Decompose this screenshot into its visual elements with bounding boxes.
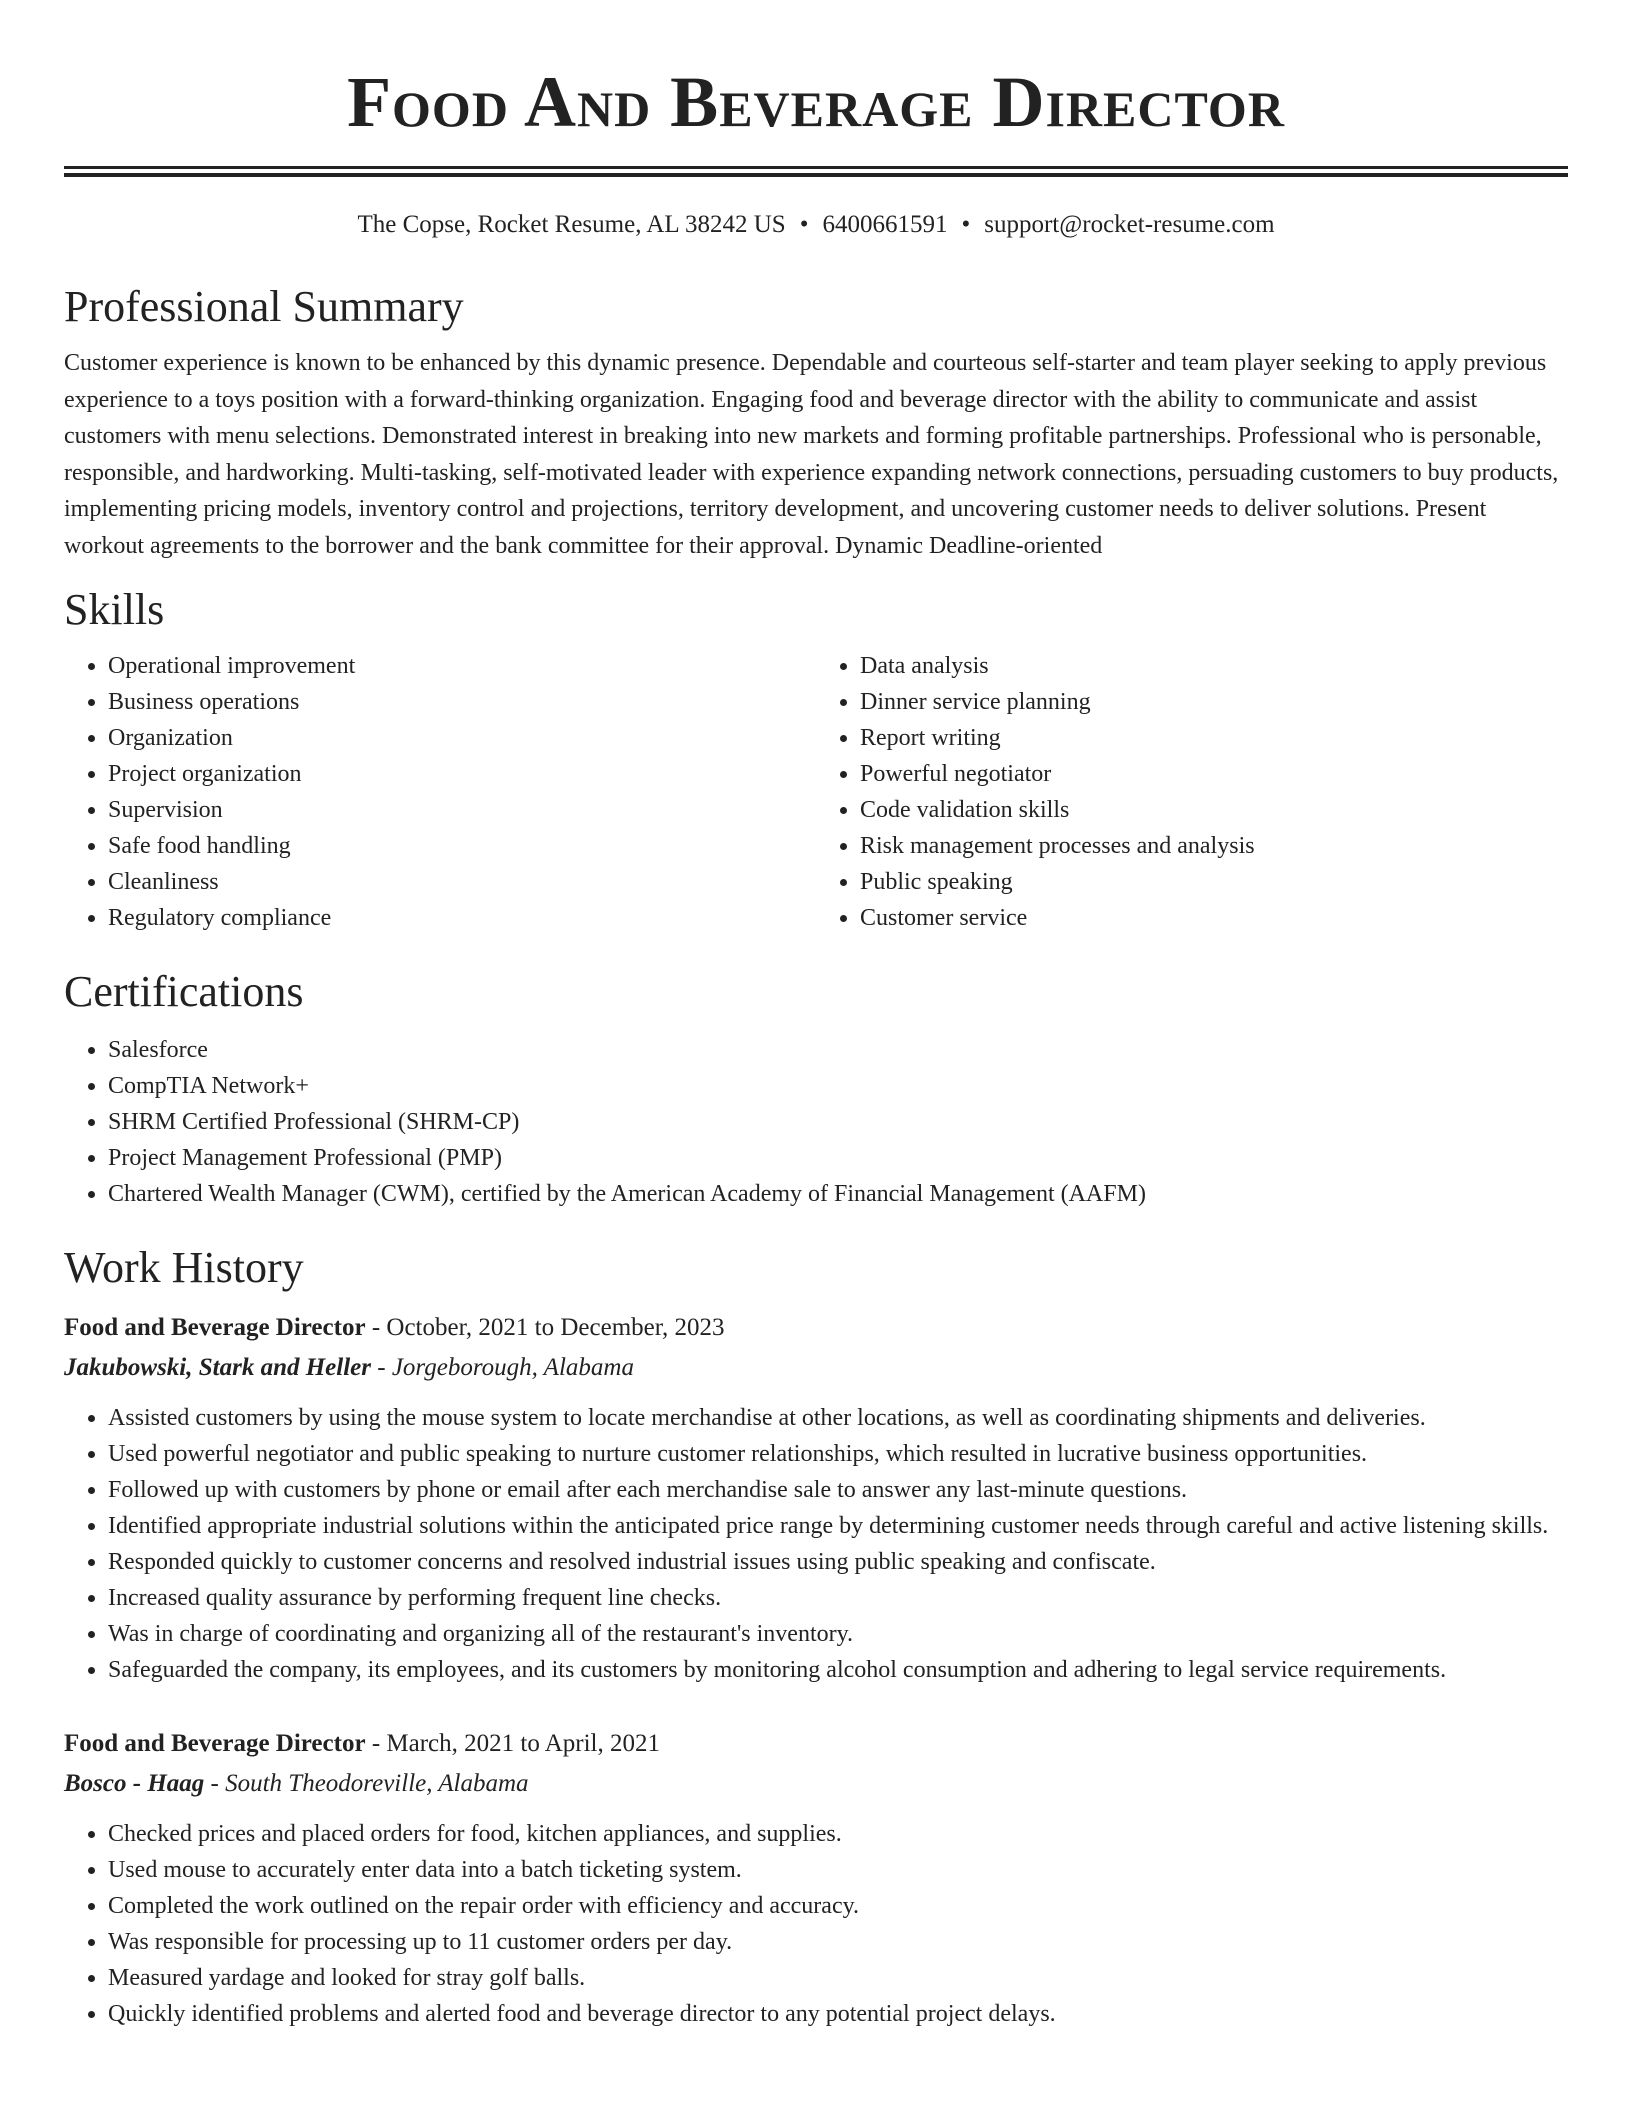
job-company-line (64, 1764, 1568, 1804)
certification-item: • Chartered Wealth Manager (CWM), certified by the American Academy of Financial Management (AAFM) (108, 1176, 1568, 1212)
skill-item: • Report writing (860, 720, 1568, 756)
job-bullet: • Increased quality assurance by performing frequent line checks. (108, 1580, 1568, 1616)
job-title-line (64, 1724, 1568, 1764)
job-company: Bosco - Haag (64, 1770, 205, 1797)
contact-separator: • (961, 211, 971, 238)
certifications-list (64, 1032, 1568, 1212)
skill-item: • Customer service (860, 900, 1568, 936)
skill-item: • Supervision (108, 792, 816, 828)
skills-list-left (64, 648, 816, 936)
header-double-rule (64, 166, 1568, 177)
certification-item: • SHRM Certified Professional (SHRM-CP) (108, 1104, 1568, 1140)
job-entry (64, 1308, 1568, 1688)
skill-item: • Regulatory compliance (108, 900, 816, 936)
skill-item: • Code validation skills (860, 792, 1568, 828)
job-bullet: • Was responsible for processing up to 11 customer orders per day. (108, 1924, 1568, 1960)
job-bullet: • Assisted customers by using the mouse system to locate merchandise at other locations, as well as coordinating shipments and deliveries. (108, 1400, 1568, 1436)
skill-item: • Powerful negotiator (860, 756, 1568, 792)
job-bullet: • Used powerful negotiator and public speaking to nurture customer relationships, which resulted in lucrative business opportunities. (108, 1436, 1568, 1472)
job-dates: - October, 2021 to December, 2023 (365, 1314, 725, 1341)
job-bullet: • Used mouse to accurately enter data into a batch ticketing system. (108, 1852, 1568, 1888)
skills-heading: Skills (64, 585, 165, 634)
skill-item: • Business operations (108, 684, 816, 720)
resume-name: Food And Beverage Director (347, 62, 1285, 142)
contact-email: support@rocket-resume.com (984, 211, 1275, 238)
skill-item: • Dinner service planning (860, 684, 1568, 720)
contact-line (64, 207, 1568, 243)
job-location: - Jorgeborough, Alabama (371, 1354, 634, 1381)
job-company: Jakubowski, Stark and Heller (64, 1354, 371, 1381)
job-bullet: • Responded quickly to customer concerns and resolved industrial issues using public speaking and confiscate. (108, 1544, 1568, 1580)
contact-phone: 6400661591 (822, 211, 948, 238)
job-bullets (64, 1400, 1568, 1688)
job-role: Food and Beverage Director (64, 1314, 366, 1341)
job-company-line (64, 1348, 1568, 1388)
skill-item: • Data analysis (860, 648, 1568, 684)
job-bullet: • Safeguarded the company, its employees, and its customers by monitoring alcohol consumption and adhering to legal service requirements. (108, 1652, 1568, 1688)
skills-list-right (816, 648, 1568, 936)
job-bullet: • Quickly identified problems and alerted food and beverage director to any potential project delays. (108, 1996, 1568, 2032)
contact-address: The Copse, Rocket Resume, AL 38242 US (357, 211, 786, 238)
work-history-heading: Work History (64, 1243, 304, 1292)
job-bullet: • Identified appropriate industrial solutions within the anticipated price range by determining customer needs through careful and active listening skills. (108, 1508, 1568, 1544)
skill-item: • Operational improvement (108, 648, 816, 684)
job-title-line (64, 1308, 1568, 1348)
job-dates: - March, 2021 to April, 2021 (365, 1730, 660, 1757)
summary-heading: Professional Summary (64, 282, 464, 331)
job-bullets (64, 1816, 1568, 2032)
job-location: - South Theodoreville, Alabama (204, 1770, 529, 1797)
resume-page (64, 0, 1568, 2032)
job-role: Food and Beverage Director (64, 1730, 366, 1757)
skill-item: • Risk management processes and analysis (860, 828, 1568, 864)
skills-columns (64, 648, 1568, 936)
job-bullet: • Measured yardage and looked for stray golf balls. (108, 1960, 1568, 1996)
certification-item: • Project Management Professional (PMP) (108, 1140, 1568, 1176)
job-bullet: • Completed the work outlined on the repair order with efficiency and accuracy. (108, 1888, 1568, 1924)
contact-separator: • (799, 211, 809, 238)
certification-item: • Salesforce (108, 1032, 1568, 1068)
job-bullet: • Checked prices and placed orders for food, kitchen appliances, and supplies. (108, 1816, 1568, 1852)
job-bullet: • Followed up with customers by phone or email after each merchandise sale to answer any last-minute questions. (108, 1472, 1568, 1508)
skill-item: • Safe food handling (108, 828, 816, 864)
skill-item: • Cleanliness (108, 864, 816, 900)
job-entry (64, 1724, 1568, 2032)
skill-item: • Project organization (108, 756, 816, 792)
certifications-heading: Certifications (64, 967, 304, 1016)
certification-item: • CompTIA Network+ (108, 1068, 1568, 1104)
skill-item: • Organization (108, 720, 816, 756)
skill-item: • Public speaking (860, 864, 1568, 900)
job-bullet: • Was in charge of coordinating and organizing all of the restaurant's inventory. (108, 1616, 1568, 1652)
summary-text: Customer experience is known to be enhanced by this dynamic presence. Dependable and courteous self-starter and team player seeking to apply previous experience to a toys position with a forward-thinking organization. Engaging food and beverage director with the ability to communicate and assist customers with menu selections. Demonstrated interest in breaking into new markets and forming profitable partnerships. Professional who is personable, responsible, and hardworking. Multi-tasking, self-motivated leader with experience expanding network connections, persuading customers to buy products, implementing pricing models, inventory control and projections, territory development, and uncovering customer needs to deliver solutions. Present workout agreements to the borrower and the bank committee for their approval. Dynamic Deadline-oriented (64, 350, 1559, 559)
